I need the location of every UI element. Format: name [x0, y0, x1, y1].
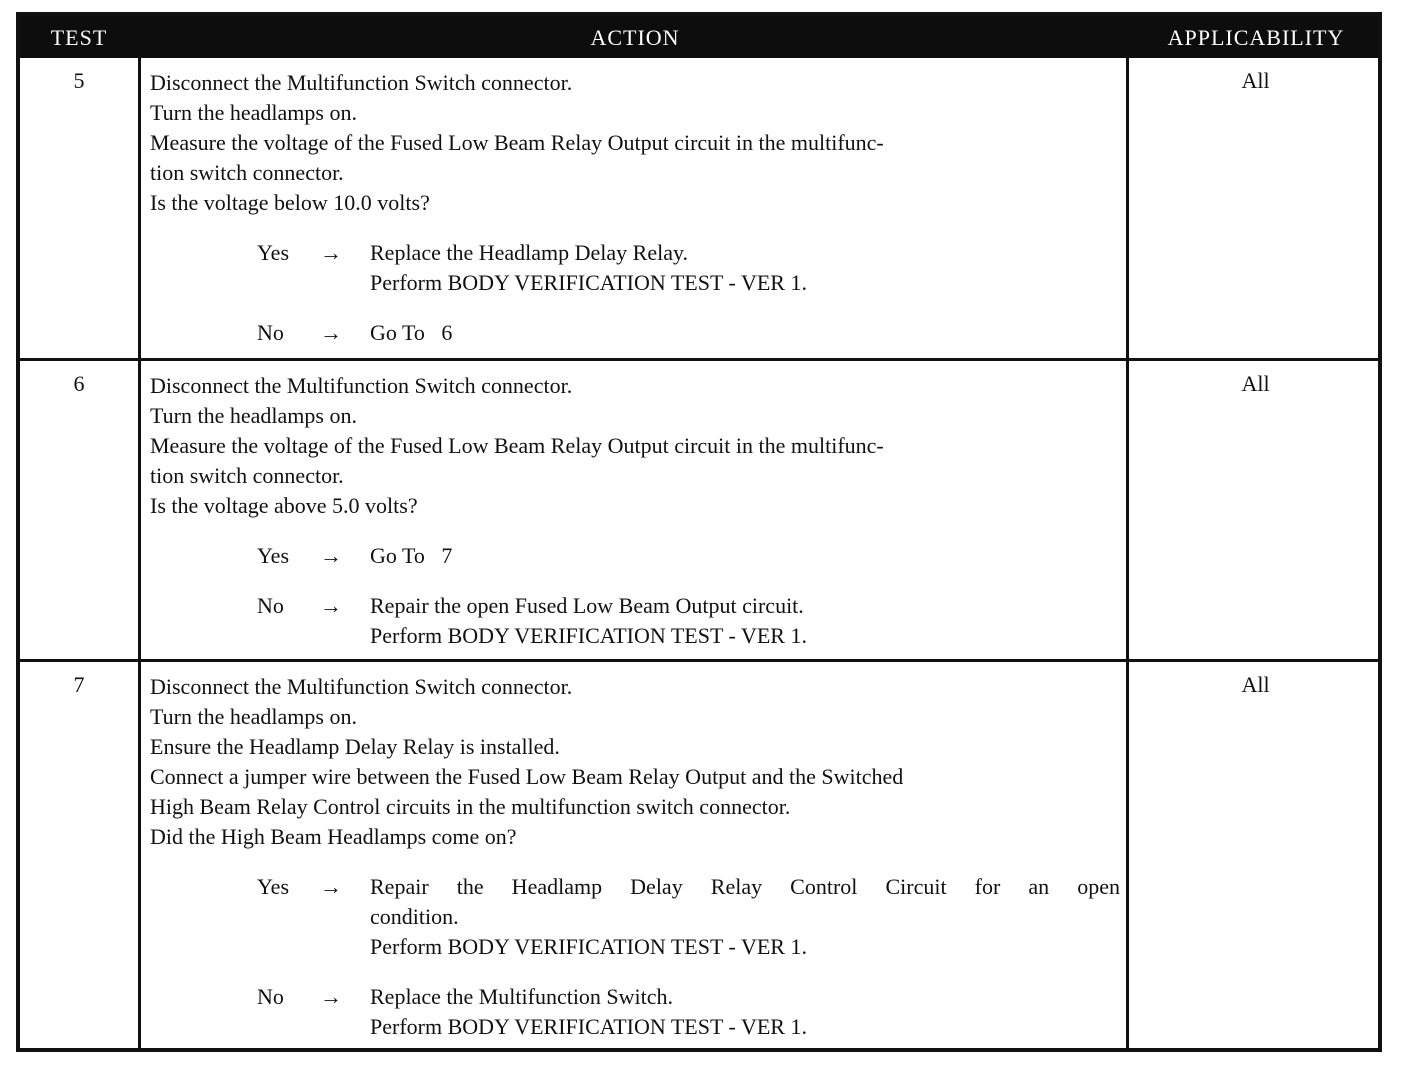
- yes-outcome: [150, 238, 1120, 298]
- diagnostic-test-table: [16, 12, 1382, 1052]
- result-line: Perform BODY VERIFICATION TEST - VER 1.: [370, 934, 807, 959]
- table-row-test-7: [20, 659, 1378, 1048]
- action-line: Ensure the Headlamp Delay Relay is installed.: [150, 734, 560, 759]
- arrow-right-icon: →: [320, 320, 342, 345]
- yes-label: Yes: [257, 240, 290, 265]
- action-line: Turn the headlamps on.: [150, 100, 357, 125]
- action-line: Turn the headlamps on.: [150, 704, 357, 729]
- no-outcome: [150, 591, 1120, 651]
- applicability-cell: All: [1241, 371, 1270, 396]
- result-line: Perform BODY VERIFICATION TEST - VER 1.: [370, 270, 807, 295]
- test-number: 5: [73, 68, 85, 93]
- table-row-test-5: [20, 58, 1378, 358]
- no-label: No: [257, 320, 284, 345]
- no-outcome: [150, 318, 1120, 348]
- action-cell: [138, 662, 1129, 1048]
- header-test: TEST: [50, 25, 108, 50]
- action-line: Did the High Beam Headlamps come on?: [150, 824, 517, 849]
- action-line: High Beam Relay Control circuits in the multifunction switch connector.: [150, 794, 791, 819]
- action-line: tion switch connector.: [150, 463, 344, 488]
- result-line: Perform BODY VERIFICATION TEST - VER 1.: [370, 623, 807, 648]
- result-line: Repair the open Fused Low Beam Output circuit.: [370, 593, 804, 618]
- arrow-right-icon: →: [320, 543, 342, 568]
- result-line: Replace the Headlamp Delay Relay.: [370, 240, 689, 265]
- header-applicability: APPLICABILITY: [1167, 25, 1345, 50]
- action-line: Disconnect the Multifunction Switch connector.: [150, 70, 573, 95]
- result-line: Go To 7: [370, 543, 453, 568]
- arrow-right-icon: →: [320, 874, 342, 899]
- yes-label: Yes: [257, 543, 290, 568]
- result-line: Replace the Multifunction Switch.: [370, 984, 674, 1009]
- arrow-right-icon: →: [320, 593, 342, 618]
- test-number: 7: [73, 672, 85, 697]
- action-line: Measure the voltage of the Fused Low Beam Relay Output circuit in the multifunc-: [150, 433, 884, 458]
- action-line: Is the voltage below 10.0 volts?: [150, 190, 430, 215]
- action-line: Disconnect the Multifunction Switch connector.: [150, 373, 573, 398]
- yes-outcome: [150, 541, 1120, 571]
- result-line: Go To 6: [370, 320, 453, 345]
- yes-label: Yes: [257, 874, 290, 899]
- table-row-test-6: [20, 358, 1378, 659]
- action-line: Turn the headlamps on.: [150, 403, 357, 428]
- action-line: tion switch connector.: [150, 160, 344, 185]
- action-line: Measure the voltage of the Fused Low Beam Relay Output circuit in the multifunc-: [150, 130, 884, 155]
- no-label: No: [257, 593, 284, 618]
- yes-outcome: [150, 872, 1120, 962]
- action-cell: [138, 58, 1129, 358]
- applicability-cell: All: [1241, 672, 1270, 697]
- test-number: 6: [73, 371, 85, 396]
- no-label: No: [257, 984, 284, 1009]
- action-line: Connect a jumper wire between the Fused Low Beam Relay Output and the Switched: [150, 764, 904, 789]
- action-cell: [138, 361, 1129, 659]
- action-line: Disconnect the Multifunction Switch connector.: [150, 674, 573, 699]
- result-line: condition.: [370, 904, 459, 929]
- arrow-right-icon: →: [320, 984, 342, 1009]
- action-line: Is the voltage above 5.0 volts?: [150, 493, 418, 518]
- no-outcome: [150, 982, 1120, 1042]
- result-line: Perform BODY VERIFICATION TEST - VER 1.: [370, 1014, 807, 1039]
- header-action: ACTION: [590, 25, 680, 50]
- result-line: Repair the Headlamp Delay Relay Control Circuit for an open: [370, 874, 1120, 899]
- table-header: [20, 16, 1378, 58]
- applicability-cell: All: [1241, 68, 1270, 93]
- arrow-right-icon: →: [320, 240, 342, 265]
